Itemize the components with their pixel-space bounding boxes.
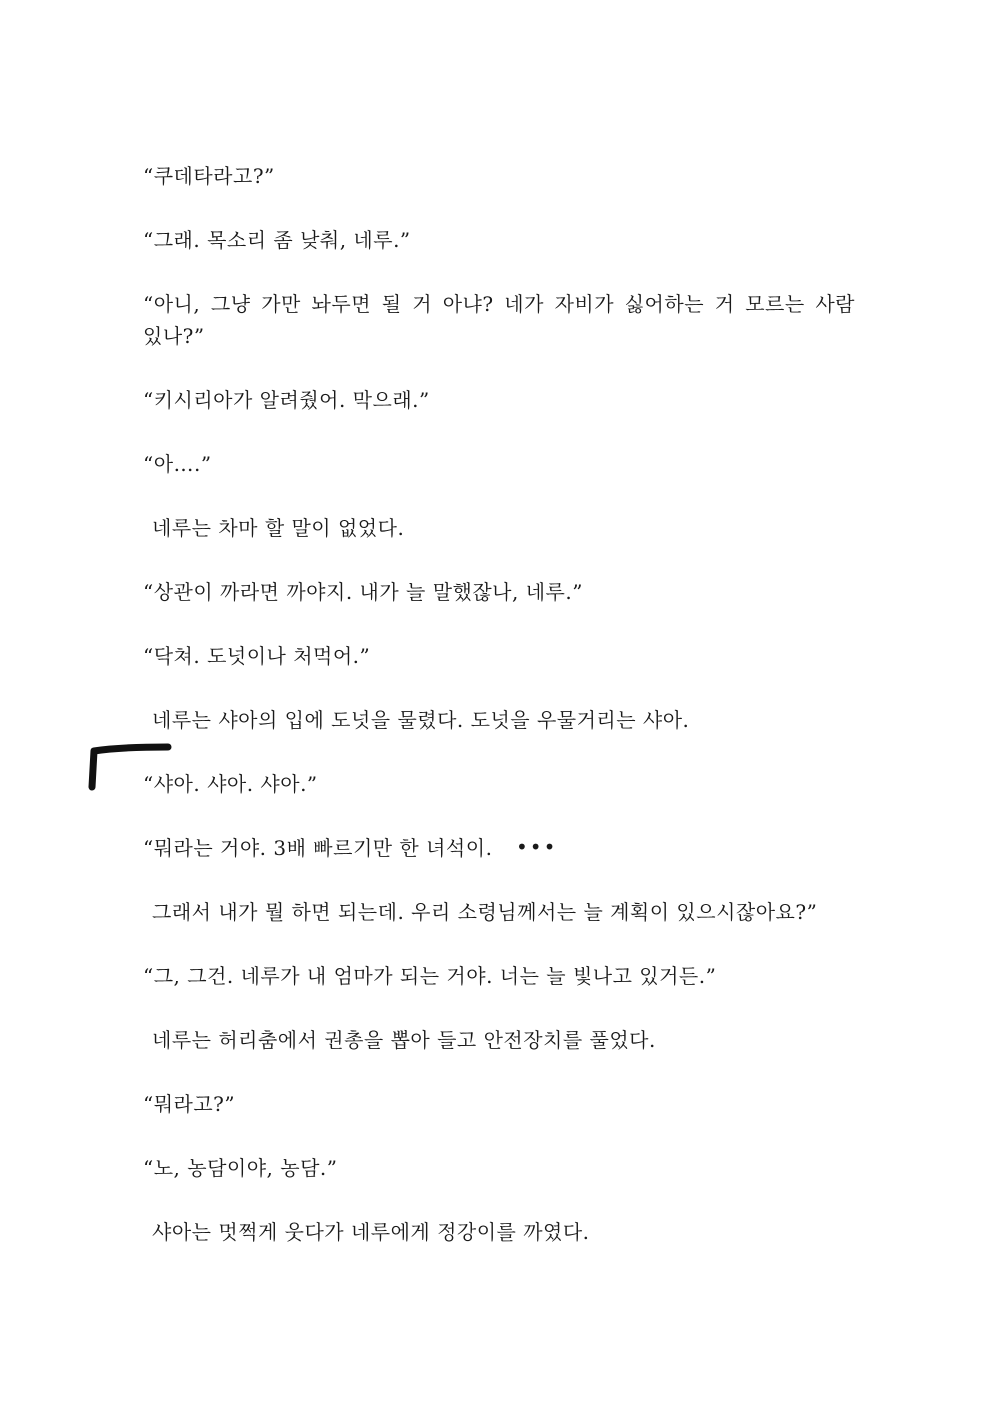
narration-line: 네루는 차마 할 말이 없었다.	[152, 516, 405, 540]
dialogue-line: “상관이 까라면 까야지. 내가 늘 말했잖나, 네루.”	[143, 580, 583, 604]
dialogue-line: “키시리아가 알려줬어. 막으래.”	[143, 388, 430, 412]
dialogue-line: “뭐라는 거야. 3배 빠르기만 한 녀석이.	[143, 836, 493, 860]
dialogue-line: “그, 그건. 네루가 내 엄마가 되는 거야. 너는 늘 빛나고 있거든.”	[143, 964, 717, 988]
narration-line: 샤아는 멋쩍게 웃다가 네루에게 정강이를 까였다.	[152, 1220, 590, 1244]
ellipsis-dots: •••	[516, 835, 558, 859]
dialogue-line: “닥쳐. 도넛이나 처먹어.”	[143, 644, 371, 668]
dialogue-line: “뭐라고?”	[143, 1092, 236, 1116]
narration-line: 네루는 허리춤에서 권총을 뽑아 들고 안전장치를 풀었다.	[152, 1028, 656, 1052]
dialogue-line: “아니, 그냥 가만 놔두면 될 거 아냐? 네가 자비가 싫어하는 거 모르는 사람 있나?”	[143, 292, 855, 348]
dialogue-line: “그래. 목소리 좀 낮춰, 네루.”	[143, 228, 411, 252]
narration-line: 네루는 샤아의 입에 도넛을 물렸다. 도넛을 우물거리는 샤아.	[152, 708, 690, 732]
dialogue-line: “샤아. 샤아. 샤아.”	[143, 772, 318, 796]
dialogue-line: “노, 농담이야, 농담.”	[143, 1156, 338, 1180]
dialogue-line: “아….”	[143, 452, 212, 476]
dialogue-line: 그래서 내가 뭘 하면 되는데. 우리 소령님께서는 늘 계획이 있으시잖아요?”	[152, 900, 818, 924]
dialogue-line: “쿠데타라고?”	[143, 164, 275, 188]
